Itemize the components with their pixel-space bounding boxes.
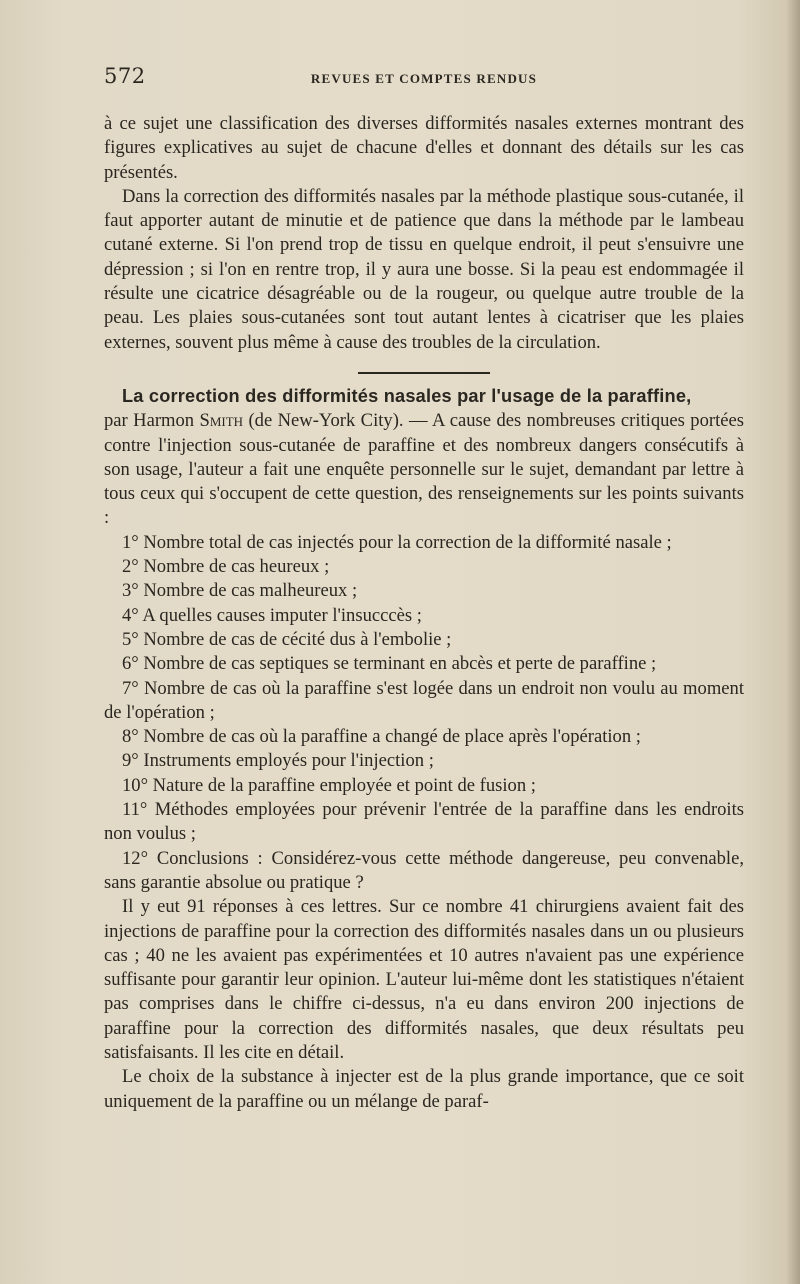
article-lead-paragraph: [104, 384, 744, 531]
intro-paragraph-continuation: à ce sujet une classification des diverses difformités nasales externes montrant des figures explicatives au sujet de chacune d'elles et donnant des détails sur les cas présentés.: [104, 113, 744, 183]
question-item: 12° Conclusions : Considérez-vous cette méthode dangereuse, peu convenable, sans garantie absolue ou pratique ?: [104, 847, 744, 893]
question-item: 1° Nombre total de cas injectés pour la correction de la difformité nasale ;: [122, 531, 672, 553]
running-head: REVUES ET COMPTES RENDUS: [310, 71, 538, 86]
article-intro: (de New-York City). — A cause des nombreuses critiques portées contre l'injection sous-cutanée de paraffine et des nombreux dangers consécutifs à son usage, l'auteur a fait une enquête personnelle sur le sujet, demandant par lettre à tous ceux qui s'occupent de cette question, des renseignements sur les points suivants :: [104, 410, 744, 529]
results-paragraph: Il y eut 91 réponses à ces lettres. Sur ce nombre 41 chirurgiens avaient fait des injections de paraffine pour la correction des difformités nasales dans un ou plusieurs cas ; 40 ne les avaient pas expérimentées et 10 autres n'avaient pas une expérience suffisante pour garantir leur opinion. L'auteur lui-même dont les statistiques n'étaient pas comprises dans le chiffre ci-dessus, n'a eu dans environ 200 injections de paraffine pour la correction des difformités nasales, que deux résultats peu satisfaisants. Il les cite en détail.: [104, 896, 744, 1063]
question-item: 11° Méthodes employées pour prévenir l'entrée de la paraffine dans les endroits non voulus ;: [104, 799, 744, 845]
section-divider: [358, 372, 490, 374]
question-item: 10° Nature de la paraffine employée et point de fusion ;: [122, 774, 536, 796]
question-item: 3° Nombre de cas malheureux ;: [122, 580, 358, 602]
page-spine-shadow: [786, 0, 800, 1284]
question-item: 5° Nombre de cas de cécité dus à l'embolie ;: [122, 628, 452, 650]
intro-paragraph: Dans la correction des difformités nasales par la méthode plastique sous-cutanée, il faut apporter autant de minutie et de patience que dans la méthode par le lambeau cutané externe. Si l'on prend trop de tissu en quelque endroit, il peut s'ensuivre une dépression ; si l'on en rentre trop, il y aura une bosse. Si la peau est endommagée il résulte une cicatrice désagréable ou de la rougeur, ou quelque autre trouble de la peau. Les plaies sous-cutanées sont tout autant lentes à cicatriser que les plaies externes, souvent plus même à cause des troubles de la circulation.: [104, 185, 744, 353]
question-item: 7° Nombre de cas où la paraffine s'est logée dans un endroit non voulu au moment de l'opération ;: [104, 677, 744, 723]
author-prefix: par Harmon: [104, 410, 200, 432]
substance-paragraph: Le choix de la substance à injecter est de la plus grande importance, que ce soit uniquement de la paraffine ou un mélange de paraf-: [104, 1066, 744, 1112]
page-number: 572: [104, 64, 146, 88]
question-item: 8° Nombre de cas où la paraffine a changé de place après l'opération ;: [122, 726, 641, 748]
question-item: 4° A quelles causes imputer l'insucccès ;: [122, 604, 422, 626]
article-title: La correction des difformités nasales par l'usage de la paraffine,: [122, 385, 692, 406]
question-item: 6° Nombre de cas septiques se terminant en abcès et perte de paraffine ;: [122, 653, 657, 675]
question-item: 2° Nombre de cas heureux ;: [122, 556, 330, 578]
question-item: 9° Instruments employés pour l'injection ;: [122, 750, 434, 772]
page-header: [104, 64, 744, 94]
body-text: [104, 112, 744, 1114]
author-name: Smith: [199, 410, 244, 432]
